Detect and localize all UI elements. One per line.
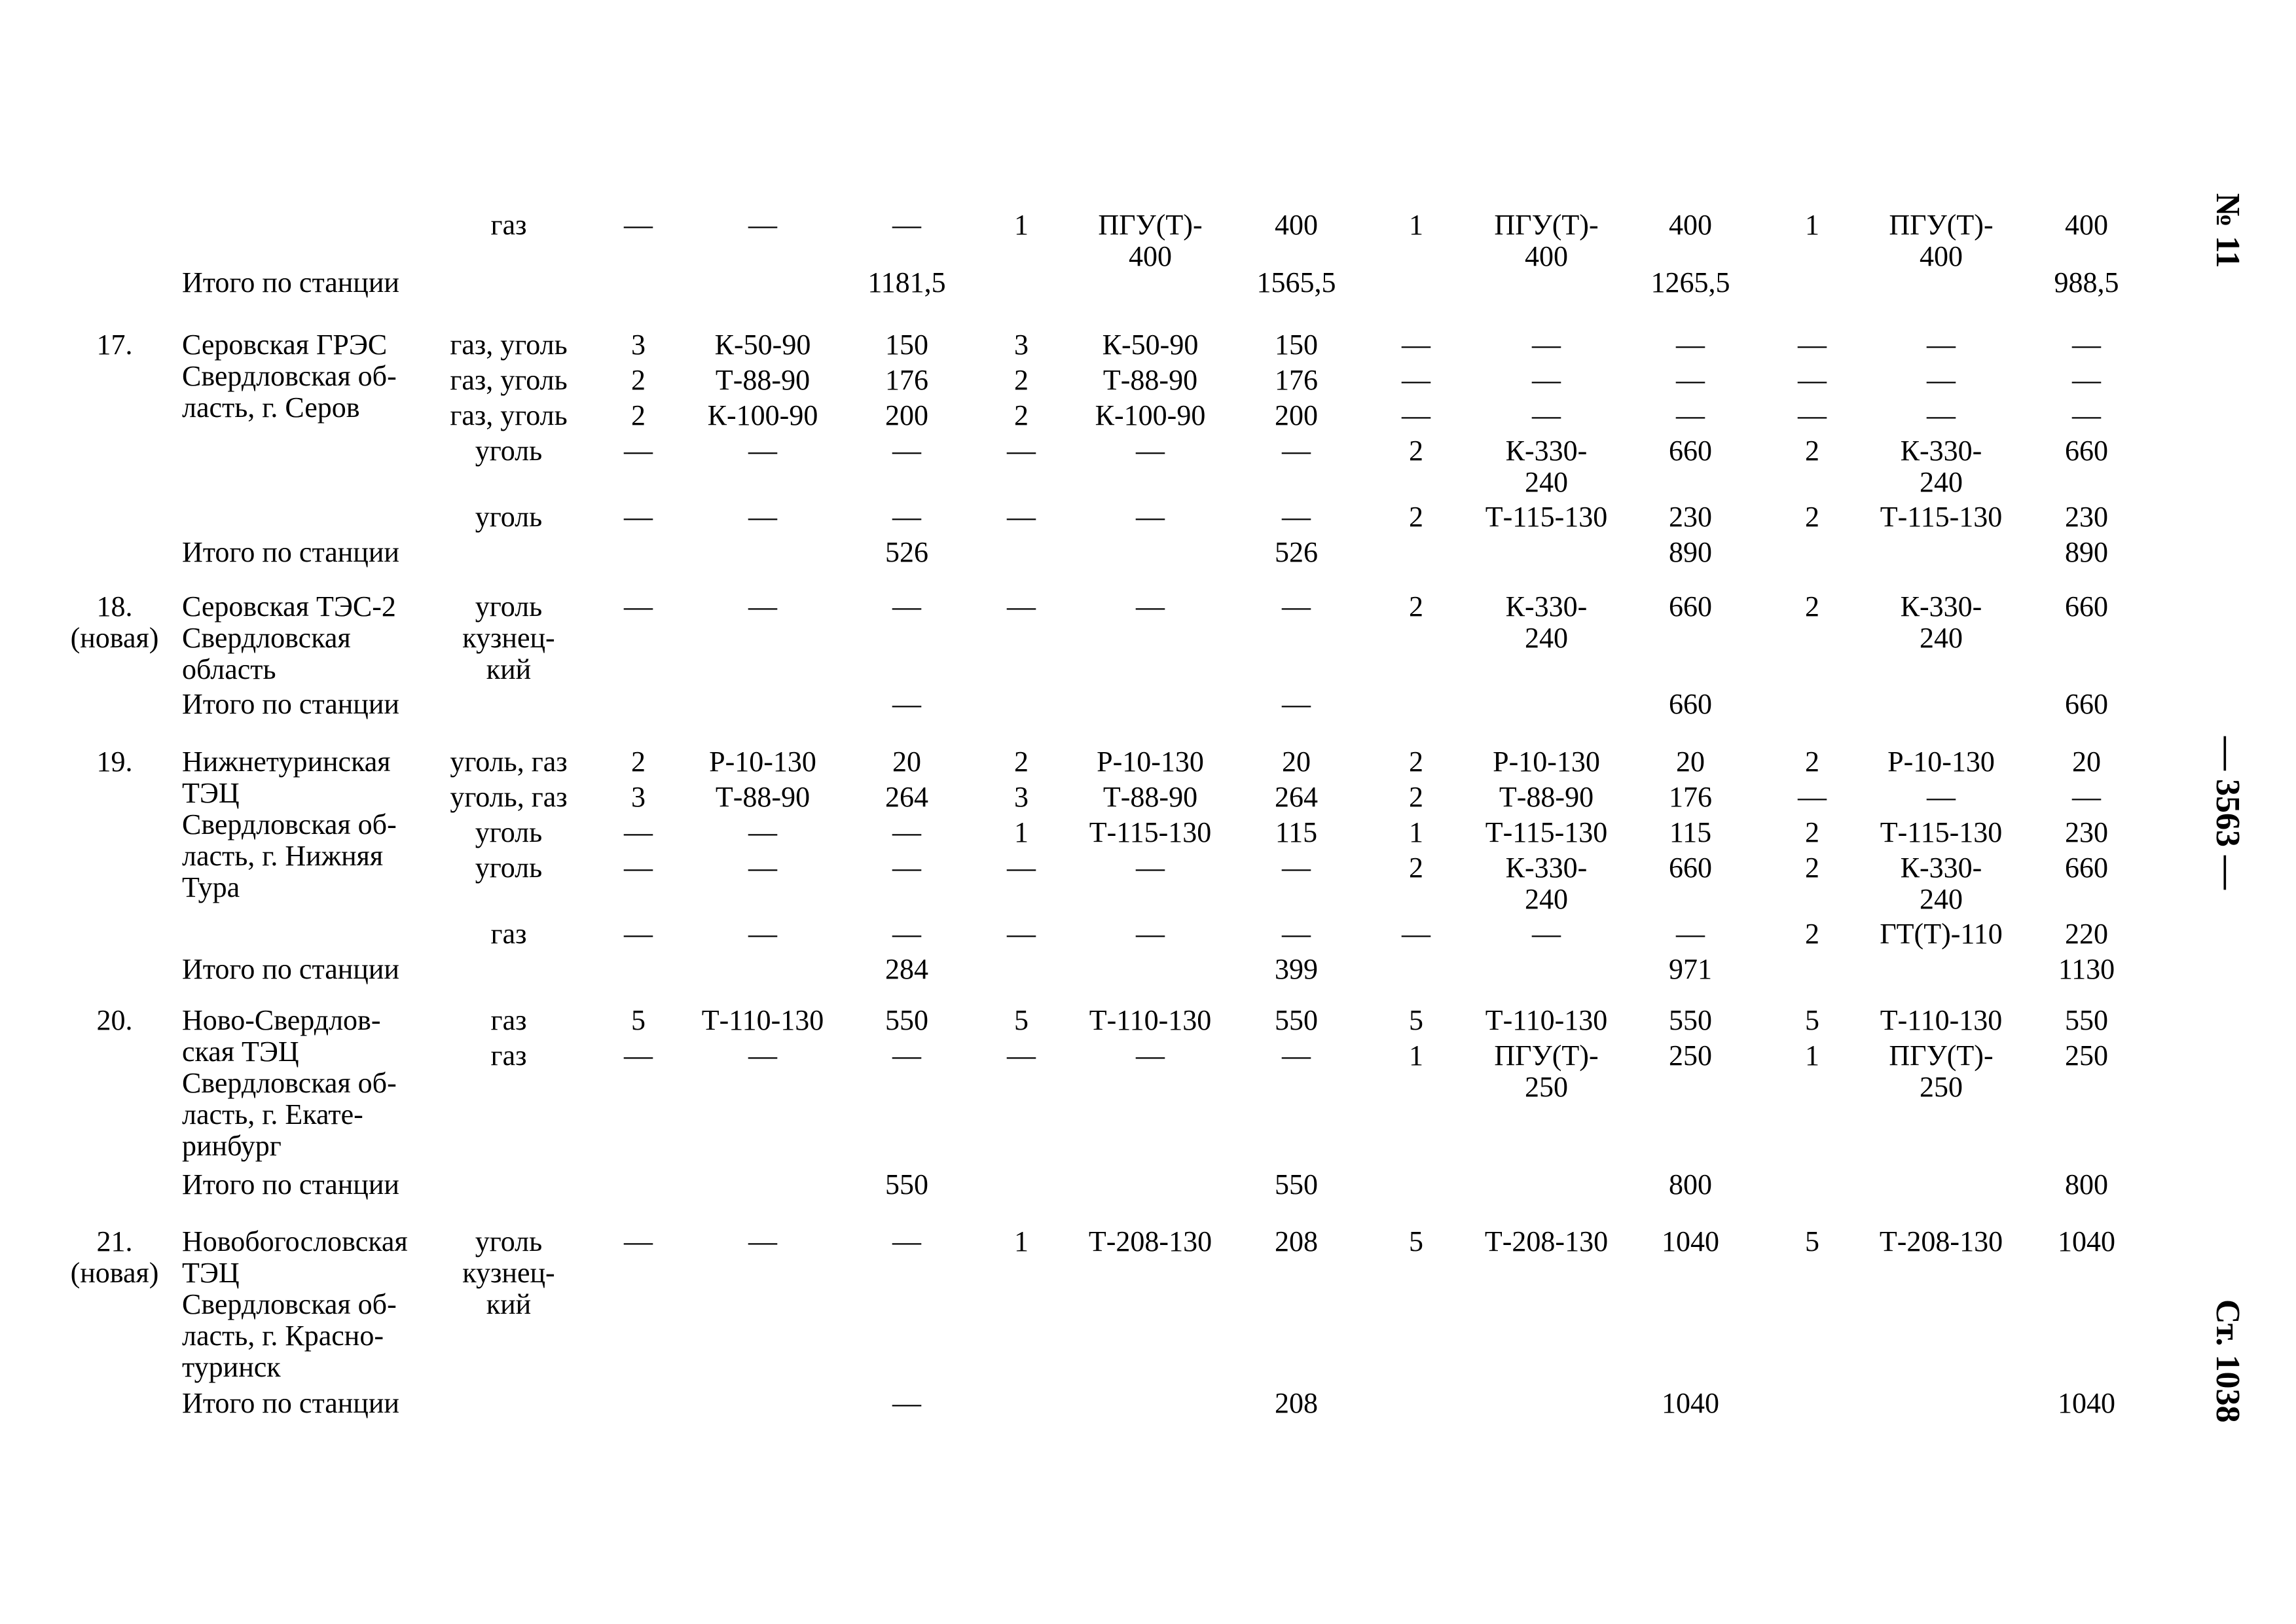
table-cell: 660 [2065,435,2108,467]
table-cell: — [624,1225,653,1257]
table-cell: Т-208-130 [1484,1225,1609,1257]
station-total-value: 1040 [1662,1387,1719,1419]
station-total-value: 988,5 [2054,266,2119,298]
table-cell: 176 [885,364,928,396]
table-cell: 1040 [2058,1225,2115,1257]
station-total-value: 550 [885,1168,928,1200]
table-cell: 20 [2072,746,2101,778]
table-cell: 150 [885,329,928,361]
table-cell: — [1676,329,1705,361]
table-cell: 200 [885,399,928,431]
table-cell: К-100-90 [707,399,818,431]
table-cell: — [1927,329,1956,361]
station-total-value: — [892,688,921,720]
table-cell: 20 [1676,746,1705,778]
table-cell: — [1532,399,1561,431]
table-cell: К-330- 240 [1505,435,1588,498]
table-cell: — [1136,501,1165,533]
station-number: 18. (новая) [70,590,159,654]
table-cell: — [624,918,653,950]
table-cell: — [892,1225,921,1257]
table-cell: 2 [631,746,646,778]
table-cell: 1 [1805,1039,1819,1072]
table-cell: — [2072,329,2101,361]
station-total-value: 1181,5 [867,266,946,298]
page-range: — 3563 — [2209,736,2246,890]
station-number: 17. [96,329,133,361]
table-cell: К-330- 240 [1900,590,1982,654]
table-cell: — [1798,399,1827,431]
table-cell: — [892,590,921,623]
station-name: Нижнетуринская ТЭЦ Свердловская об- ласть, г. Нижняя Тура [182,746,397,903]
issue-number: № 11 [2209,193,2246,268]
table-cell: — [1927,781,1956,813]
table-cell: 2 [631,399,646,431]
table-cell: — [1282,852,1311,884]
table-cell: 230 [2065,501,2108,533]
table-cell: — [624,590,653,623]
table-cell: — [624,1039,653,1072]
table-cell: — [748,1039,777,1072]
table-cell: 3 [631,781,646,813]
fuel-cell: газ, уголь [450,399,568,431]
table-cell: 550 [885,1004,928,1036]
fuel-cell: уголь [475,435,543,467]
table-cell: — [748,435,777,467]
table-cell: 660 [1669,435,1712,467]
table-cell: — [1532,364,1561,396]
table-cell: — [1282,435,1311,467]
station-number: 19. [96,746,133,778]
station-total-label: Итого по станции [182,688,399,720]
table-cell: — [1402,399,1430,431]
table-cell: — [748,590,777,623]
table-cell: Р-10-130 [1097,746,1204,778]
table-cell: — [1007,1039,1036,1072]
table-cell: К-50-90 [714,329,811,361]
table-cell: — [1282,1039,1311,1072]
table-cell: — [1402,364,1430,396]
station-total-value: 399 [1275,953,1318,985]
table-cell: 400 [1669,209,1712,241]
fuel-cell: уголь кузнец- кий [462,590,555,685]
table-cell: — [892,852,921,884]
table-cell: 5 [1805,1004,1819,1036]
station-number: 21. (новая) [70,1225,159,1289]
table-cell: — [1402,329,1430,361]
fuel-cell: уголь [475,501,543,533]
table-cell: — [1676,918,1705,950]
station-total-value: 208 [1275,1387,1318,1419]
table-cell: — [624,209,653,241]
table-cell: 2 [1014,746,1029,778]
table-cell: — [1136,918,1165,950]
table-cell: Т-88-90 [1102,364,1198,396]
table-cell: — [1798,329,1827,361]
table-cell: — [1927,364,1956,396]
table-cell: — [748,918,777,950]
table-cell: Т-88-90 [1102,781,1198,813]
table-cell: 2 [1805,852,1819,884]
table-cell: 2 [1409,435,1423,467]
table-cell: К-330- 240 [1505,590,1588,654]
table-cell: Р-10-130 [1493,746,1600,778]
table-cell: 550 [1275,1004,1318,1036]
table-cell: 2 [1409,852,1423,884]
table-cell: Т-110-130 [1089,1004,1212,1036]
table-cell: — [892,816,921,848]
table-cell: 230 [2065,816,2108,848]
table-cell: 3 [1014,329,1029,361]
fuel-cell: уголь, газ [450,746,568,778]
table-cell: Р-10-130 [1887,746,1995,778]
station-total-value: 890 [2065,536,2108,568]
table-cell: Т-88-90 [715,364,811,396]
table-cell: 2 [1409,781,1423,813]
table-cell: К-330- 240 [1900,852,1982,915]
table-cell: ПГУ(Т)- 250 [1889,1039,1994,1103]
table-cell: 5 [631,1004,646,1036]
table-cell: — [1798,781,1827,813]
station-total-value: — [1282,688,1311,720]
table-cell: Т-208-130 [1879,1225,2003,1257]
table-cell: — [1007,590,1036,623]
table-cell: 200 [1275,399,1318,431]
table-cell: — [1007,918,1036,950]
table-cell: 2 [1805,501,1819,533]
table-cell: 2 [1409,590,1423,623]
table-cell: — [1532,918,1561,950]
table-cell: 550 [2065,1004,2108,1036]
table-cell: Т-115-130 [1089,816,1212,848]
table-cell: — [2072,781,2101,813]
table-cell: 5 [1014,1004,1029,1036]
station-total-value: 550 [1275,1168,1318,1200]
table-cell: ПГУ(Т)- 400 [1889,209,1994,272]
fuel-cell: уголь [475,816,543,848]
station-total-value: 1130 [2058,953,2115,985]
table-cell: 250 [2065,1039,2108,1072]
table-cell: 115 [1669,816,1712,848]
table-cell: — [1676,399,1705,431]
table-cell: 176 [1669,781,1712,813]
table-cell: ПГУ(Т)- 400 [1494,209,1599,272]
table-cell: — [1282,501,1311,533]
table-cell: Р-10-130 [709,746,816,778]
table-cell: 2 [1805,590,1819,623]
fuel-cell: газ [490,209,527,241]
table-cell: — [2072,399,2101,431]
table-cell: — [748,209,777,241]
table-cell: 3 [1014,781,1029,813]
table-cell: 3 [631,329,646,361]
table-cell: — [748,501,777,533]
station-total-value: 526 [1275,536,1318,568]
article-number: Ст. 1038 [2209,1299,2246,1423]
table-cell: 400 [2065,209,2108,241]
table-cell: 1 [1014,1225,1029,1257]
table-cell: К-100-90 [1095,399,1206,431]
fuel-cell: газ, уголь [450,329,568,361]
station-total-value: 971 [1669,953,1712,985]
table-cell: К-330- 240 [1505,852,1588,915]
table-cell: — [748,816,777,848]
table-cell: — [892,209,921,241]
station-total-label: Итого по станции [182,266,399,298]
table-cell: 1 [1805,209,1819,241]
table-cell: Т-208-130 [1088,1225,1212,1257]
table-cell: 660 [2065,590,2108,623]
table-cell: — [748,1225,777,1257]
station-name: Серовская ТЭС-2 Свердловская область [182,590,396,685]
table-cell: 5 [1409,1004,1423,1036]
table-cell: 20 [892,746,921,778]
station-total-label: Итого по станции [182,1387,399,1419]
table-cell: Т-115-130 [1485,501,1608,533]
fuel-cell: уголь, газ [450,781,568,813]
table-cell: 2 [631,364,646,396]
fuel-cell: газ, уголь [450,364,568,396]
table-cell: — [1007,852,1036,884]
table-cell: — [748,852,777,884]
table-cell: — [1007,501,1036,533]
table-cell: — [1136,590,1165,623]
table-cell: 264 [885,781,928,813]
table-cell: 2 [1805,746,1819,778]
table-cell: 2 [1805,435,1819,467]
table-cell: — [892,435,921,467]
fuel-cell: уголь [475,852,543,884]
table-cell: 1 [1014,209,1029,241]
table-cell: 2 [1805,918,1819,950]
table-cell: 2 [1409,501,1423,533]
table-cell: — [892,501,921,533]
table-cell: 230 [1669,501,1712,533]
table-cell: ПГУ(Т)- 400 [1098,209,1203,272]
station-total-value: 1565,5 [1256,266,1336,298]
table-cell: 115 [1275,816,1318,848]
table-cell: 550 [1669,1004,1712,1036]
station-total-value: 1040 [2058,1387,2115,1419]
table-cell: 660 [2065,852,2108,884]
table-cell: — [892,918,921,950]
table-cell: ПГУ(Т)- 250 [1494,1039,1599,1103]
station-number: 20. [96,1004,133,1036]
table-cell: — [1676,364,1705,396]
table-cell: — [624,435,653,467]
table-cell: 1 [1014,816,1029,848]
table-cell: — [892,1039,921,1072]
table-cell: — [1532,329,1561,361]
table-cell: Т-110-130 [701,1004,824,1036]
table-cell: Т-110-130 [1880,1004,2003,1036]
table-cell: 1 [1409,209,1423,241]
table-cell: Т-115-130 [1880,501,2003,533]
table-cell: К-50-90 [1102,329,1199,361]
table-cell: 400 [1275,209,1318,241]
station-name: Новобогословская ТЭЦ Свердловская об- ласть, г. Красно- туринск [182,1225,408,1383]
table-cell: 264 [1275,781,1318,813]
table-cell: 2 [1014,364,1029,396]
table-cell: 220 [2065,918,2108,950]
station-total-label: Итого по станции [182,953,399,985]
table-cell: — [1136,435,1165,467]
table-cell: 660 [1669,852,1712,884]
table-cell: 150 [1275,329,1318,361]
table-cell: К-330- 240 [1900,435,1982,498]
table-cell: — [1136,852,1165,884]
table-cell: — [1282,590,1311,623]
station-total-value: 526 [885,536,928,568]
station-total-value: — [892,1387,921,1419]
table-cell: 20 [1282,746,1311,778]
table-cell: Т-115-130 [1880,816,2003,848]
table-cell: — [1402,918,1430,950]
table-cell: 2 [1409,746,1423,778]
table-cell: — [1282,918,1311,950]
table-cell: 5 [1409,1225,1423,1257]
fuel-cell: уголь кузнец- кий [462,1225,555,1320]
station-total-value: 660 [2065,688,2108,720]
station-total-value: 890 [1669,536,1712,568]
table-cell: — [624,852,653,884]
fuel-cell: газ [490,1039,527,1072]
fuel-cell: газ [490,918,527,950]
station-total-value: 800 [2065,1168,2108,1200]
table-cell: 2 [1014,399,1029,431]
table-cell: 208 [1275,1225,1318,1257]
table-cell: — [1798,364,1827,396]
table-cell: — [624,501,653,533]
table-cell: Т-115-130 [1485,816,1608,848]
table-cell: Т-88-90 [1499,781,1594,813]
table-cell: 1 [1409,816,1423,848]
station-total-value: 284 [885,953,928,985]
table-cell: 250 [1669,1039,1712,1072]
fuel-cell: газ [490,1004,527,1036]
table-cell: 176 [1275,364,1318,396]
station-total-label: Итого по станции [182,536,399,568]
table-cell: — [1136,1039,1165,1072]
table-cell: — [1007,435,1036,467]
station-total-label: Итого по станции [182,1168,399,1200]
station-total-value: 660 [1669,688,1712,720]
station-name: Ново-Свердлов- ская ТЭЦ Свердловская об- ласть, г. Екате- ринбург [182,1004,397,1162]
table-cell: 5 [1805,1225,1819,1257]
table-cell: 660 [1669,590,1712,623]
table-cell: 1040 [1662,1225,1719,1257]
table-cell: — [2072,364,2101,396]
station-total-value: 1265,5 [1650,266,1730,298]
table-cell: — [624,816,653,848]
station-total-value: 800 [1669,1168,1712,1200]
station-name: Серовская ГРЭС Свердловская об- ласть, г. Серов [182,329,397,424]
table-cell: 1 [1409,1039,1423,1072]
table-cell: ГТ(Т)-110 [1880,918,2003,950]
table-cell: Т-88-90 [715,781,811,813]
table-cell: — [1927,399,1956,431]
table-cell: Т-110-130 [1485,1004,1608,1036]
table-cell: 2 [1805,816,1819,848]
